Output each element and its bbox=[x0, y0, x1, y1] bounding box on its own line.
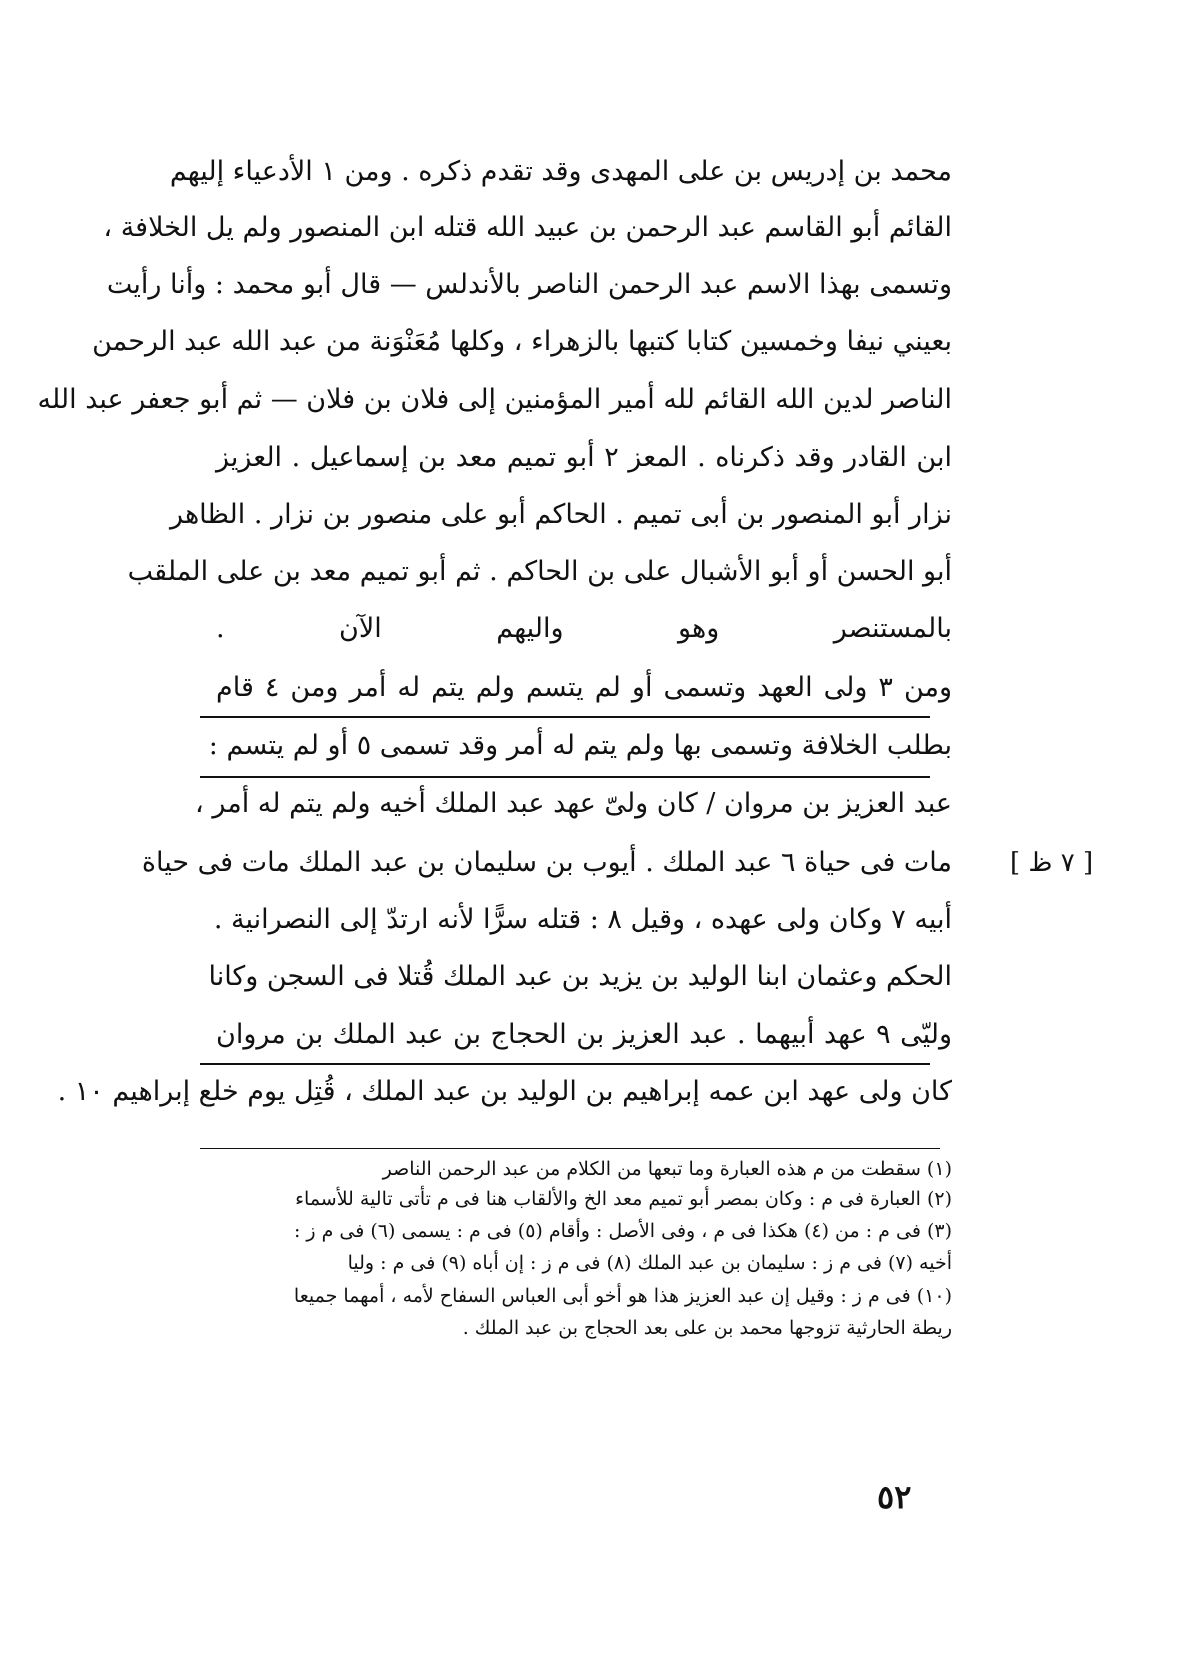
footnote-line-3: (٣) فى م : من (٤) هكذا فى م ، وفى الأصل : وأقام (٥) فى م : يسمى (٦) فى م ز : bbox=[293, 1220, 952, 1242]
footnote-line-1: (١) سقطت من م هذه العبارة وما تبعها من الكلام من عبد الرحمن الناصر bbox=[382, 1158, 952, 1180]
body-line-9: بالمستنصر وهو واليهم الآن . bbox=[216, 613, 952, 644]
body-line-5: الناصر لدين الله القائم لله أمير المؤمنين إلى فلان بن فلان — ثم أبو جعفر عبد الله bbox=[37, 384, 952, 415]
underline-rule bbox=[200, 716, 930, 718]
body-line-4: بعيني نيفا وخمسين كتابا كتبها بالزهراء ، وكلها مُعَنْوَنة من عبد الله عبد الرحمن bbox=[92, 326, 952, 357]
section-line-3: عبد العزيز بن مروان / كان ولىّ عهد عبد الملك أخيه ولم يتم له أمر ، bbox=[195, 788, 952, 819]
underline-rule bbox=[200, 776, 930, 778]
folio-margin-note: [ ٧ ظ ] bbox=[1010, 848, 1094, 878]
body-line-7: نزار أبو المنصور بن أبى تميم . الحاكم أبو على منصور بن نزار . الظاهر bbox=[170, 499, 952, 530]
body-line-1: محمد بن إدريس بن على المهدى وقد تقدم ذكره . ومن ١ الأدعياء إليهم bbox=[169, 156, 952, 187]
section-line-2: بطلب الخلافة وتسمى بها ولم يتم له أمر وقد تسمى ٥ أو لم يتسم : bbox=[208, 730, 952, 761]
footnote-line-4: أخيه (٧) فى م ز : سليمان بن عبد الملك (٨) فى م ز : إن أباه (٩) فى م : وليا bbox=[347, 1252, 952, 1274]
section-line-4: مات فى حياة ٦ عبد الملك . أيوب بن سليمان بن عبد الملك مات فى حياة bbox=[141, 847, 952, 878]
footnote-line-6: ريطة الحارثية تزوجها محمد بن على بعد الحجاج بن عبد الملك . bbox=[462, 1317, 952, 1339]
footnote-line-2: (٢) العبارة فى م : وكان بمصر أبو تميم معد الخ والألقاب هنا فى م تأتى تالية للأسماء bbox=[295, 1188, 952, 1210]
body-line-2: القائم أبو القاسم عبد الرحمن بن عبيد الله قتله ابن المنصور ولم يل الخلافة ، bbox=[103, 212, 952, 243]
section-line-5: أبيه ٧ وكان ولى عهده ، وقيل ٨ : قتله سرًّا لأنه ارتدّ إلى النصرانية . bbox=[213, 904, 952, 935]
underline-rule bbox=[200, 1063, 930, 1065]
section-line-7: وليّى ٩ عهد أبيهما . عبد العزيز بن الحجاج بن عبد الملك بن مروان bbox=[216, 1019, 953, 1050]
page-number: ٥٢ bbox=[877, 1478, 912, 1516]
body-line-8: أبو الحسن أو أبو الأشبال على بن الحاكم . ثم أبو تميم معد بن على الملقب bbox=[127, 556, 952, 587]
footnote-separator bbox=[200, 1148, 940, 1149]
body-line-6: ابن القادر وقد ذكرناه . المعز ٢ أبو تميم معد بن إسماعيل . العزيز bbox=[216, 442, 952, 473]
footnote-line-5: (١٠) فى م ز : وقيل إن عبد العزيز هذا هو أخو أبى العباس السفاح لأمه ، أمهما جميعا bbox=[293, 1285, 952, 1307]
body-line-3: وتسمى بهذا الاسم عبد الرحمن الناصر بالأندلس — قال أبو محمد : وأنا رأيت bbox=[106, 269, 952, 300]
section-line-8: كان ولى عهد ابن عمه إبراهيم بن الوليد بن عبد الملك ، قُتِل يوم خلع إبراهيم ١٠ . bbox=[57, 1076, 952, 1107]
section-line-6: الحكم وعثمان ابنا الوليد بن يزيد بن عبد الملك قُتلا فى السجن وكانا bbox=[208, 961, 952, 992]
section-line-1: ومن ٣ ولى العهد وتسمى أو لم يتسم ولم يتم له أمر ومن ٤ قام bbox=[216, 672, 953, 703]
